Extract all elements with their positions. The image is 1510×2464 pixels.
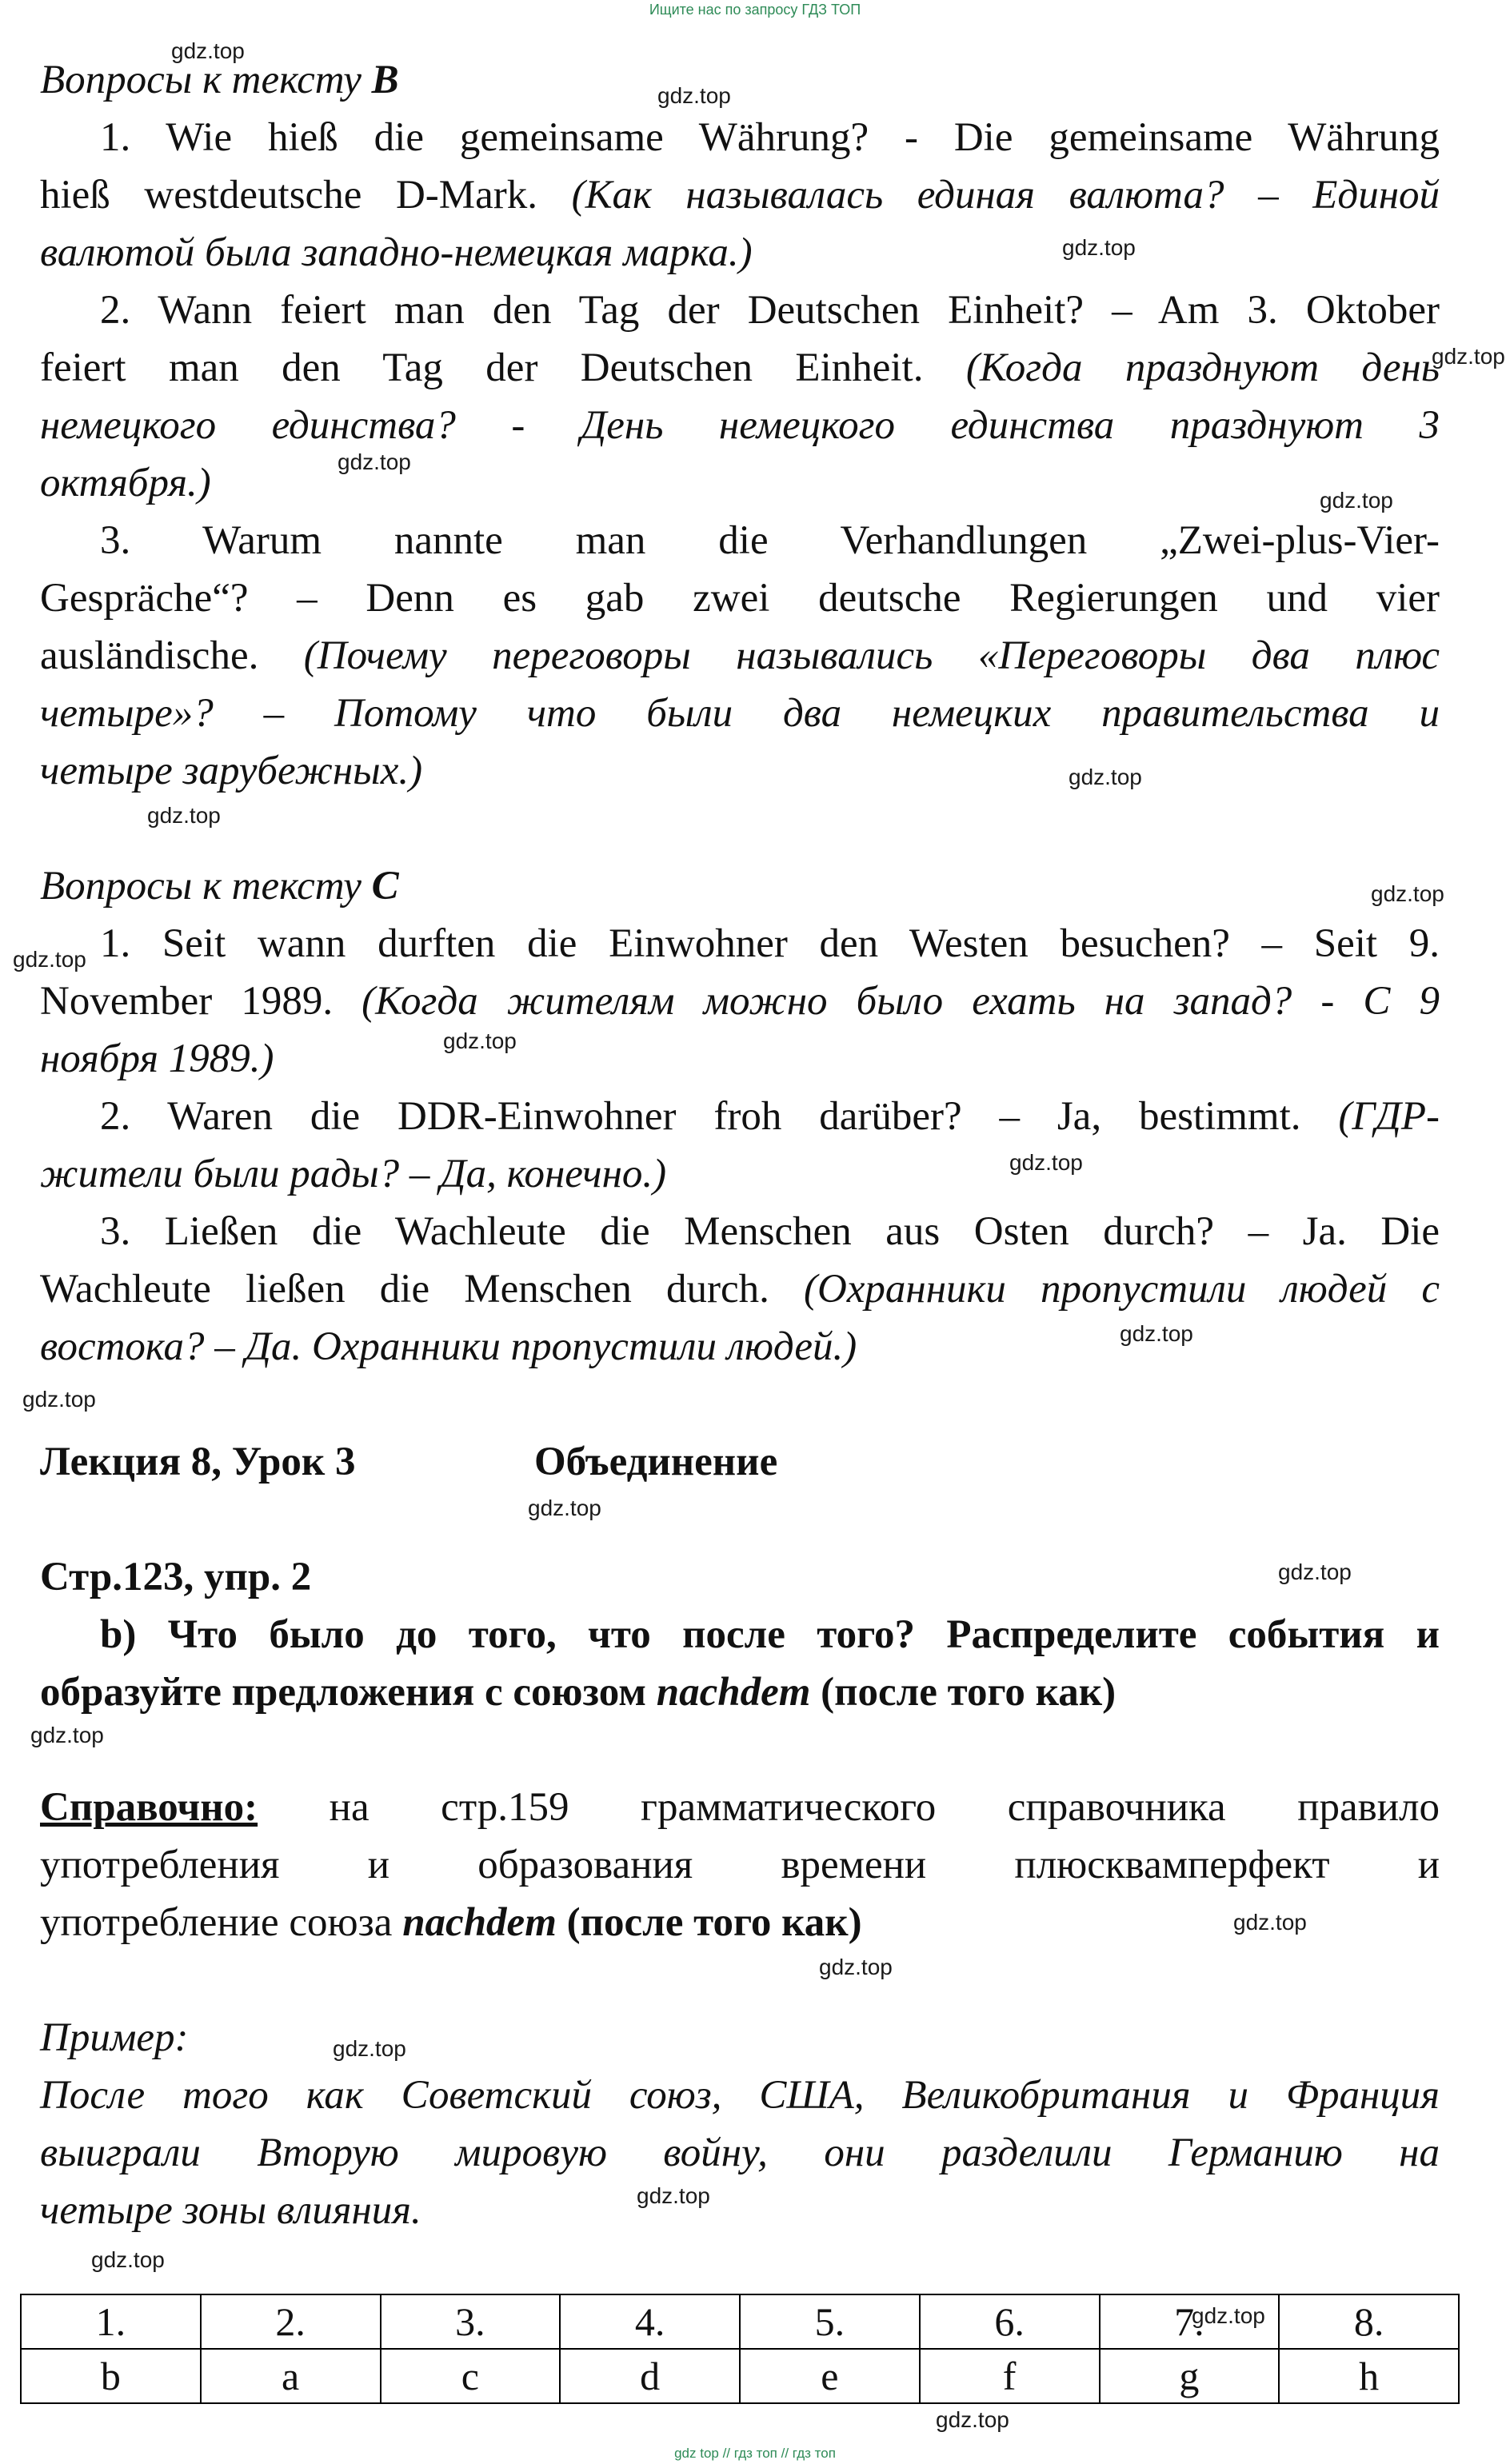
watermark: gdz.top [1009,1150,1083,1175]
section-b-q2: 2. Wann feiert man den Tag der Deutschen Einheit? – Am 3. Oktober [100,288,1440,333]
section-c-heading: Вопросы к тексту C [40,864,399,909]
watermark: gdz.top [528,1496,601,1520]
exercise-ref: Стр.123, упр. 2 [40,1555,312,1599]
reference-note: Справочно: на стр.159 грамматического справочника правило [40,1785,1440,1830]
section-b-q1-answer: hieß westdeutsche D-Mark. (Как называлась единая валюта? – Единой [40,173,1440,218]
answer-number: 7. [1100,2294,1280,2349]
watermark: gdz.top [147,803,221,828]
section-b-heading: Вопросы к тексту B [40,58,399,102]
section-b-q3-answer-end: ausländische. (Почему переговоры назывались «Переговоры два плюс [40,633,1440,678]
answer-number: 1. [21,2294,201,2349]
watermark: gdz.top [1278,1559,1352,1584]
section-c-q3: 3. Ließen die Wachleute die Menschen aus Osten durch? – Ja. Die [100,1209,1440,1254]
section-b-q3-translation-end: четыре зарубежных.) [40,749,423,793]
watermark: gdz.top [91,2247,165,2272]
answer-letter: h [1279,2349,1459,2403]
lecture-topic: Объединение [534,1440,778,1484]
exercise-task: b) Что было до того, что после того? Распределите события и [100,1612,1440,1657]
section-c-q1-translation: ноября 1989.) [40,1036,274,1081]
answer-number: 8. [1279,2294,1459,2349]
section-c-q2-translation: жители были рады? – Да, конечно.) [40,1152,667,1196]
answer-number: 4. [560,2294,740,2349]
section-b-q2-translation: немецкого единства? - День немецкого единства празднуют 3 [40,403,1440,448]
reference-note-line2: употребления и образования времени плюсквамперфект и [40,1843,1440,1887]
section-b-q1: 1. Wie hieß die gemeinsame Währung? - Die gemeinsame Währung [100,115,1440,160]
answer-number: 3. [381,2294,561,2349]
lecture-title: Лекция 8, Урок 3 [40,1440,356,1484]
example-label: Пример: [40,2015,189,2060]
section-c-q2: 2. Waren die DDR-Einwohner froh darüber? – Ja, bestimmt. (ГДР- [100,1094,1440,1139]
watermark: gdz.top [333,2036,406,2061]
answer-letter: b [21,2349,201,2403]
top-notice[interactable]: Ищите нас по запросу ГДЗ ТОП [649,2,861,18]
answer-letter: f [920,2349,1100,2403]
watermark: gdz.top [22,1387,96,1412]
watermark: gdz.top [1320,488,1393,513]
example-line2: выиграли Вторую мировую войну, они разделили Германию на [40,2131,1440,2175]
watermark: gdz.top [936,2407,1009,2432]
example-line3: четыре зоны влияния. [40,2188,421,2233]
section-b-q2-answer: feiert man den Tag der Deutschen Einheit. (Когда празднуют день [40,345,1440,390]
answer-letter: a [201,2349,381,2403]
bottom-notice[interactable]: gdz top // гдз топ // гдз топ [674,2446,836,2461]
answer-letter: g [1100,2349,1280,2403]
answer-number: 5. [740,2294,920,2349]
watermark: gdz.top [1192,2303,1265,2328]
watermark: gdz.top [637,2183,710,2208]
section-b-q1-translation: валютой была западно-немецкая марка.) [40,230,753,275]
answer-number: 6. [920,2294,1100,2349]
reference-note-line3: употребление союза nachdem (после того как) [40,1900,862,1945]
watermark: gdz.top [1062,235,1136,260]
exercise-task-end: образуйте предложения с союзом nachdem (после того как) [40,1670,1117,1715]
section-c-q3-translation: востока? – Да. Охранники пропустили людей.) [40,1324,857,1369]
watermark: gdz.top [1069,765,1142,789]
section-b-q3-translation: четыре»? – Потому что были два немецких правительства и [40,691,1440,736]
answer-letter: e [740,2349,920,2403]
watermark: gdz.top [1371,881,1444,906]
watermark: gdz.top [1432,344,1505,369]
example-line1: После того как Советский союз, США, Великобритания и Франция [40,2073,1440,2118]
section-b-q2-translation-end: октября.) [40,461,211,505]
watermark: gdz.top [30,1723,104,1747]
section-c-q1-answer: November 1989. (Когда жителям можно было ехать на запад? - С 9 [40,979,1440,1024]
watermark: gdz.top [819,1955,893,1979]
section-c-q1: 1. Seit wann durften die Einwohner den Westen besuchen? – Seit 9. [100,921,1440,966]
watermark: gdz.top [1120,1321,1193,1346]
watermark: gdz.top [338,449,411,474]
watermark: gdz.top [443,1028,517,1053]
watermark: gdz.top [13,947,86,972]
watermark: gdz.top [657,83,731,108]
answers-letters-row [21,2349,1459,2403]
section-b-q3-answer: Gespräche“? – Denn es gab zwei deutsche Regierungen und vier [40,576,1440,621]
watermark: gdz.top [1233,1910,1307,1935]
section-b-q3: 3. Warum nannte man die Verhandlungen „Zwei-plus-Vier- [100,518,1440,563]
watermark: gdz.top [171,38,245,63]
section-c-q3-answer: Wachleute ließen die Menschen durch. (Охранники пропустили людей с [40,1267,1440,1312]
answer-letter: c [381,2349,561,2403]
answer-letter: d [560,2349,740,2403]
answer-number: 2. [201,2294,381,2349]
